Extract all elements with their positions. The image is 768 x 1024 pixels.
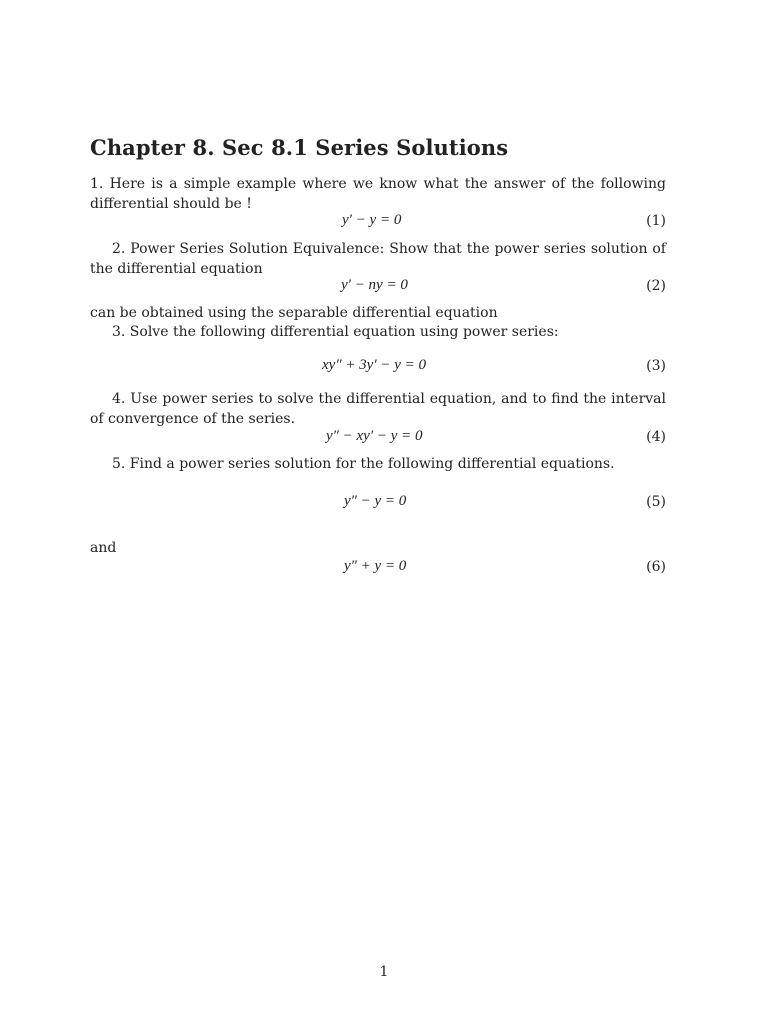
equation-2: y′ − ny = 0 (341, 277, 408, 293)
problem-2-text: 2. Power Series Solution Equivalence: Show that the power series solution of the differential equation (90, 241, 666, 277)
problem-5-text: 5. Find a power series solution for the following differential equations. (112, 456, 615, 472)
equation-4: y″ − xy′ − y = 0 (326, 428, 423, 444)
equation-number-5: (5) (646, 494, 666, 510)
equation-number-1: (1) (646, 213, 666, 229)
problem-3-text: 3. Solve the following differential equation using power series: (112, 324, 559, 340)
equation-number-3: (3) (646, 358, 666, 374)
equation-number-6: (6) (646, 559, 666, 575)
page-number: 1 (379, 964, 389, 980)
problem-1-text: 1. Here is a simple example where we know what the answer of the following differential should be ! (90, 176, 666, 212)
equation-6: y″ + y = 0 (344, 558, 407, 574)
equation-1: y′ − y = 0 (342, 212, 402, 228)
problem-4-text: 4. Use power series to solve the differential equation, and to find the interval of convergence of the series. (90, 391, 666, 427)
equation-number-2: (2) (646, 278, 666, 294)
equation-5: y″ − y = 0 (344, 493, 407, 509)
connector-and: and (90, 540, 117, 556)
equation-number-4: (4) (646, 429, 666, 445)
chapter-title: Chapter 8. Sec 8.1 Series Solutions (90, 135, 509, 160)
problem-2-followup: can be obtained using the separable differential equation (90, 305, 498, 321)
equation-3: xy″ + 3y′ − y = 0 (322, 357, 427, 373)
